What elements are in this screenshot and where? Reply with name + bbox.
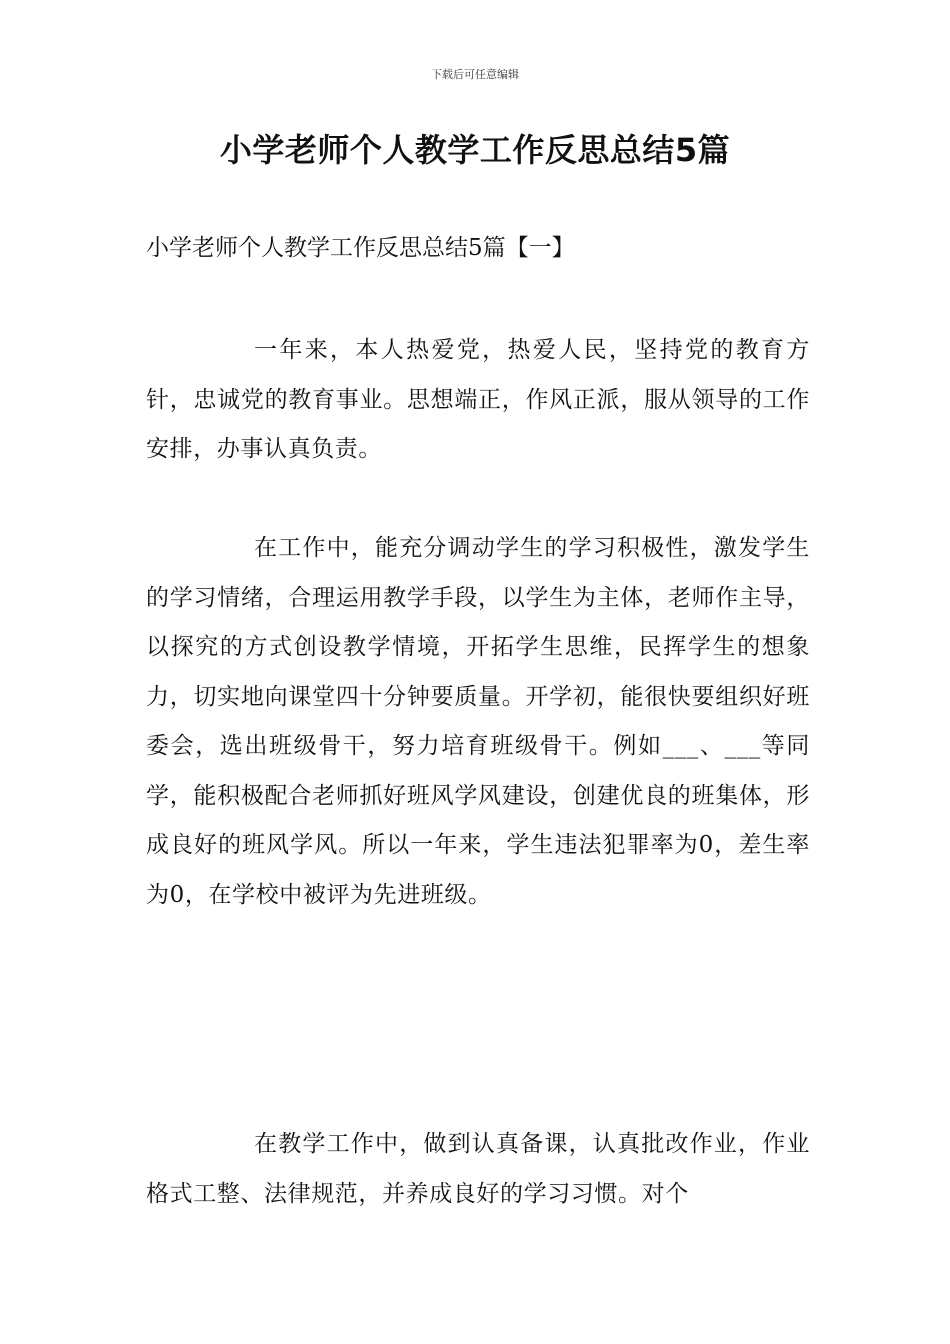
header-note: 下载后可任意编辑: [431, 68, 519, 81]
paragraph-2: 在工作中，能充分调动学生的学习积极性，激发学生的学习情绪，合理运用教学手段，以学生为主体，老师作主导，以探究的方式创设教学情境，开拓学生思维，民挥学生的想象力，切实地向课堂四十分钟要质量。开学初，能很快要组织好班委会，选出班级骨干，努力培育班级骨干。例如___、___等同学，能积极配合老师抓好班风学风建设，创建优良的班集体，形成良好的班风学风。所以一年来，学生违法犯罪率为0，差生率为0，在学校中被评为先进班级。: [146, 535, 810, 908]
paragraph-1: 一年来，本人热爱党，热爱人民，坚持党的教育方针，忠诚党的教育事业。思想端正，作风正派，服从领导的工作安排，办事认真负责。: [146, 337, 810, 462]
section-heading: 小学老师个人教学工作反思总结5篇【一】: [146, 235, 575, 261]
paragraph-3: 在教学工作中，做到认真备课，认真批改作业，作业格式工整、法律规范，并养成良好的学习习惯。对个: [146, 1131, 810, 1207]
document-title: 小学老师个人教学工作反思总结5篇: [219, 131, 731, 169]
